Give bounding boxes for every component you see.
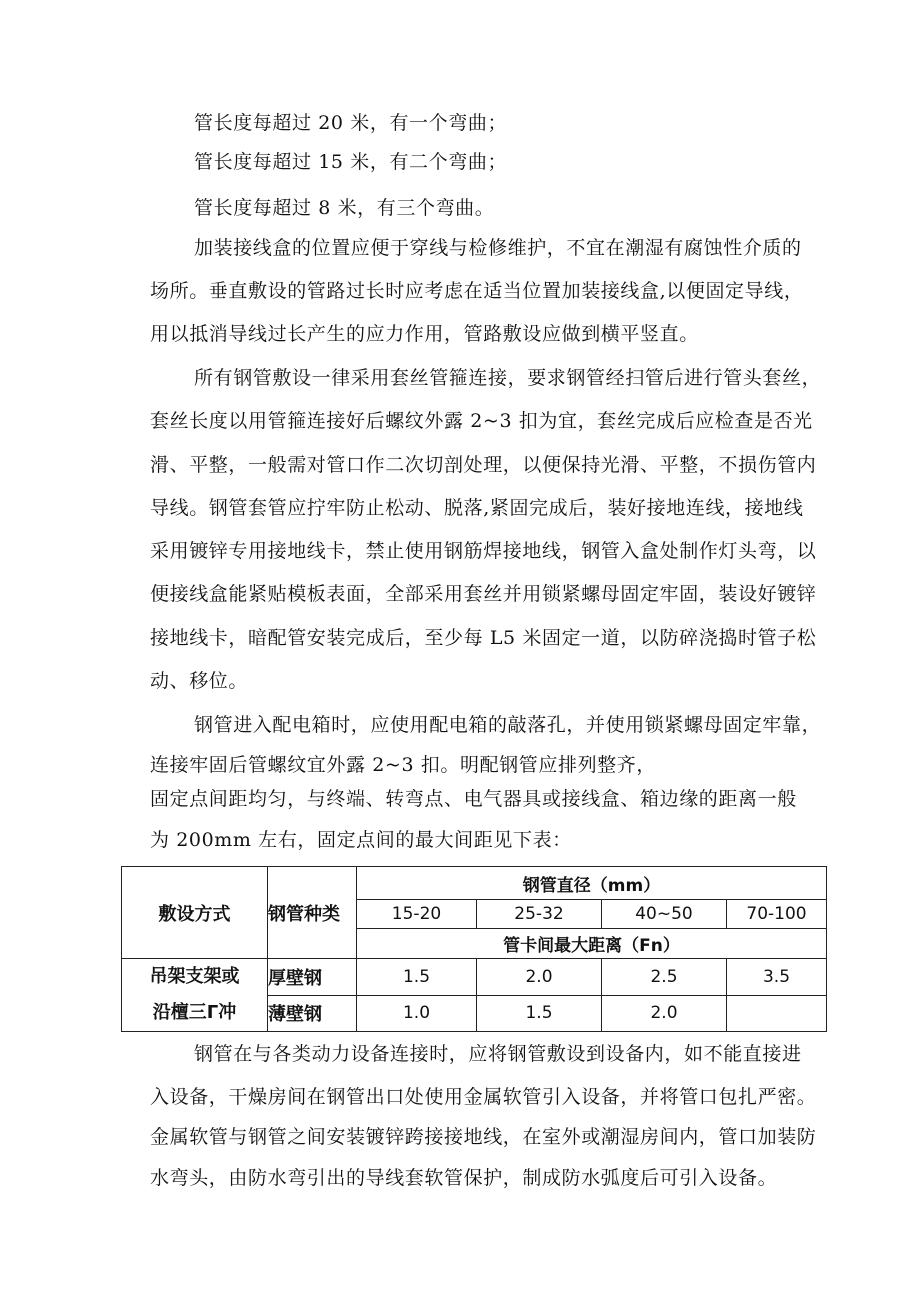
table-cell: 2.5	[602, 959, 727, 996]
paragraph-line: 动、移位。	[150, 670, 249, 692]
paragraph-line: 入设备，干燥房间在钢管出口处使用金属软管引入设备，并将管口包扎严密。	[150, 1086, 817, 1108]
paragraph-line: 固定点间距均匀，与终端、转弯点、电气器具或接线盒、箱边缘的距离一般	[150, 788, 797, 810]
paragraph-line: 钢管在与各类动力设备连接时，应将钢管敷设到设备内，如不能直接进	[194, 1043, 802, 1065]
diameter-cell: 15-20	[357, 900, 477, 929]
table-cell: 2.0	[477, 959, 602, 996]
diameter-cell: 70-100	[727, 900, 827, 929]
paragraph-line: 管长度每超过 20 米，有一个弯曲；	[194, 112, 508, 134]
pipe-clamp-spacing-table	[121, 866, 827, 1032]
paragraph-line: 导线。钢管套管应拧牢防止松动、脱落,紧固完成后，装好接地连线，接地线	[150, 497, 804, 519]
paragraph-line: 连接牢固后管螺纹宜外露 2~3 扣。明配钢管应排列整齐，	[150, 754, 656, 776]
laying-method-line-2: 沿檀三Γ冲	[152, 1002, 237, 1023]
header-pipe-diameter: 钢管直径（mm）	[357, 867, 827, 900]
paragraph-line: 套丝长度以用管箍连接好后螺纹外露 2~3 扣为宜，套丝完成后应检查是否光	[150, 410, 813, 432]
laying-method-cell	[122, 959, 268, 1032]
table-cell	[727, 995, 827, 1032]
diameter-cell: 25-32	[477, 900, 602, 929]
paragraph-line: 加装接线盒的位置应便于穿线与检修维护，不宜在潮湿有腐蚀性介质的	[194, 237, 802, 259]
paragraph-line: 场所。垂直敷设的管路过长时应考虑在适当位置加装接线盒,以便固定导线，	[150, 280, 804, 302]
pipe-type-cell: 薄壁钢	[268, 995, 357, 1032]
paragraph-line: 管长度每超过 8 米，有三个弯曲。	[194, 197, 495, 219]
paragraph-line: 管长度每超过 15 米，有二个弯曲；	[194, 151, 508, 173]
table-cell: 1.0	[357, 995, 477, 1032]
header-max-clamp-distance: 管卡间最大距离（Fn）	[357, 929, 827, 959]
paragraph-line: 采用镀锌专用接地线卡，禁止使用钢筋焊接地线，钢管入盒处制作灯头弯，以	[150, 540, 817, 562]
paragraph-line: 所有钢管敷设一律采用套丝管箍连接，要求钢管经扫管后进行管头套丝，	[194, 367, 822, 389]
header-pipe-type: 钢管种类	[268, 867, 357, 959]
paragraph-line: 为 200mm 左右，固定点间的最大间距见下表：	[150, 829, 572, 851]
table-cell: 1.5	[477, 995, 602, 1032]
header-laying-method: 敷设方式	[122, 867, 268, 959]
table-cell: 3.5	[727, 959, 827, 996]
table-cell: 1.5	[357, 959, 477, 996]
paragraph-line: 用以抵消导线过长产生的应力作用，管路敷设应做到横平竖直。	[150, 323, 699, 345]
paragraph-line: 滑、平整，一般需对管口作二次切剖处理，以便保持光滑、平整，不损伤管内	[150, 454, 817, 476]
table-cell: 2.0	[602, 995, 727, 1032]
paragraph-line: 接地线卡，暗配管安装完成后，至少每 L5 米固定一道，以防碎浇捣时管子松	[150, 627, 817, 649]
diameter-cell: 40~50	[602, 900, 727, 929]
paragraph-line: 金属软管与钢管之间安装镀锌跨接接地线，在室外或潮湿房间内，管口加装防	[150, 1126, 817, 1148]
laying-method-line-1: 吊架支架或	[149, 966, 240, 987]
paragraph-line: 钢管进入配电箱时，应使用配电箱的敲落孔，并使用锁紧螺母固定牢靠，	[194, 714, 822, 736]
pipe-type-cell: 厚壁钢	[268, 959, 357, 996]
paragraph-line: 水弯头，由防水弯引出的导线套软管保护，制成防水弧度后可引入设备。	[150, 1167, 778, 1189]
paragraph-line: 便接线盒能紧贴模板表面，全部采用套丝并用锁紧螺母固定牢固，装设好镀锌	[150, 583, 817, 605]
